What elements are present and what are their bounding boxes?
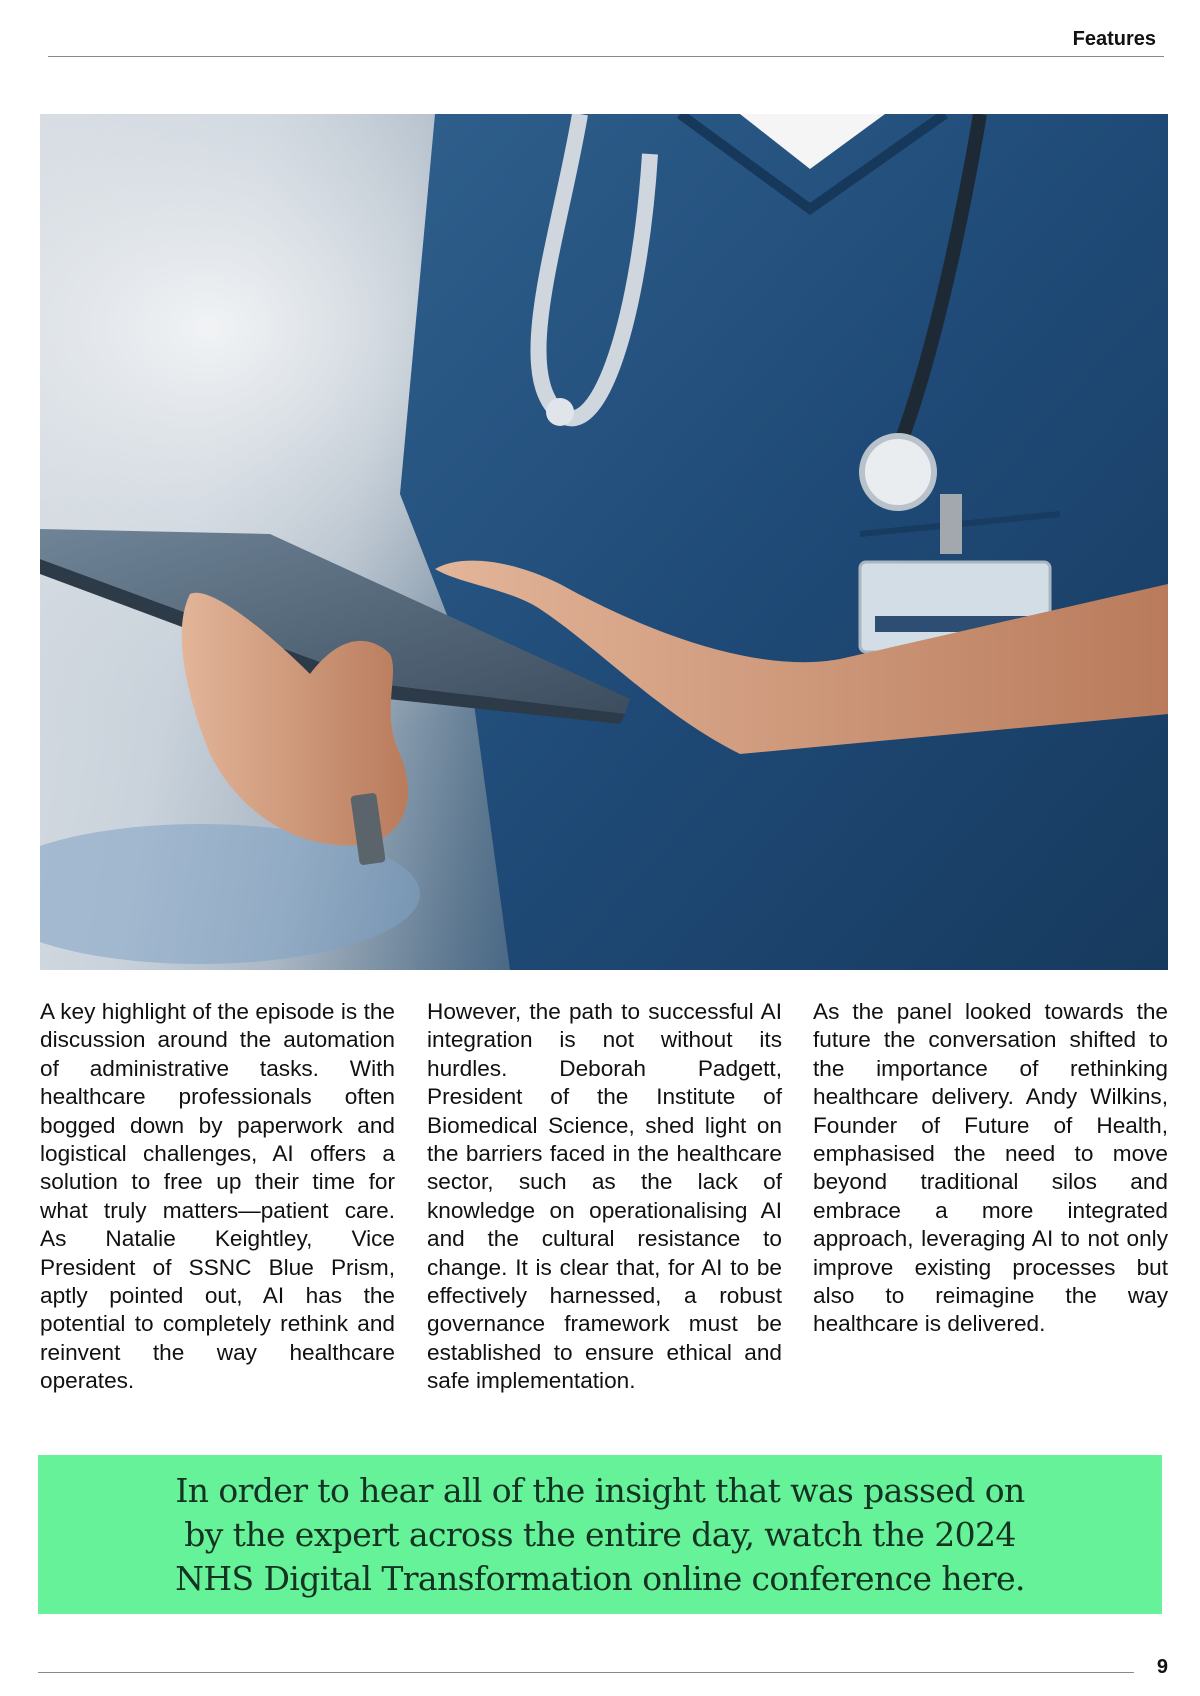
article-column-1: A key highlight of the episode is the discussion around the automation of administrative tasks. With healthcare professionals often bogged down by paperwork and logistical challenges, AI offers a solution to free up their time for what truly matters—patient care. As Natalie Keightley, Vice President of SSNC Blue Prism, aptly pointed out, AI has the potential to completely rethink and reinvent the way healthcare operates. <box>40 999 395 1394</box>
article-column-2: However, the path to successful AI integration is not without its hurdles. Deborah Padgett, President of the Institute of Biomedical Science, shed light on the barriers faced in the healthcare sector, such as the lack of knowledge on operationalising AI and the cultural resistance to change. It is clear that, for AI to be effectively harnessed, a robust governance framework must be established to ensure ethical and safe implementation. <box>427 999 782 1394</box>
conference-callout-text[interactable]: In order to hear all of the insight that was passed on by the expert across the entire day, watch the 2024 NHS Digital Transformation online conference here. <box>175 1470 1025 1598</box>
footer-divider <box>38 1672 1134 1673</box>
conference-callout[interactable] <box>38 1455 1162 1614</box>
section-label: Features <box>1072 28 1156 50</box>
header-divider <box>48 56 1164 57</box>
hero-photo <box>40 114 1168 970</box>
doctor-with-tablet-photo-icon <box>40 114 1168 970</box>
article-column-3: As the panel looked towards the future the conversation shifted to the importance of rethinking healthcare delivery. Andy Wilkins, Founder of Future of Health, emphasised the need to move beyond traditional silos and embrace a more integrated approach, leveraging AI to not only improve existing processes but also to reimagine the way healthcare is delivered. <box>813 999 1168 1337</box>
article-columns <box>40 998 1168 1428</box>
page-number: 9 <box>1156 1656 1168 1678</box>
